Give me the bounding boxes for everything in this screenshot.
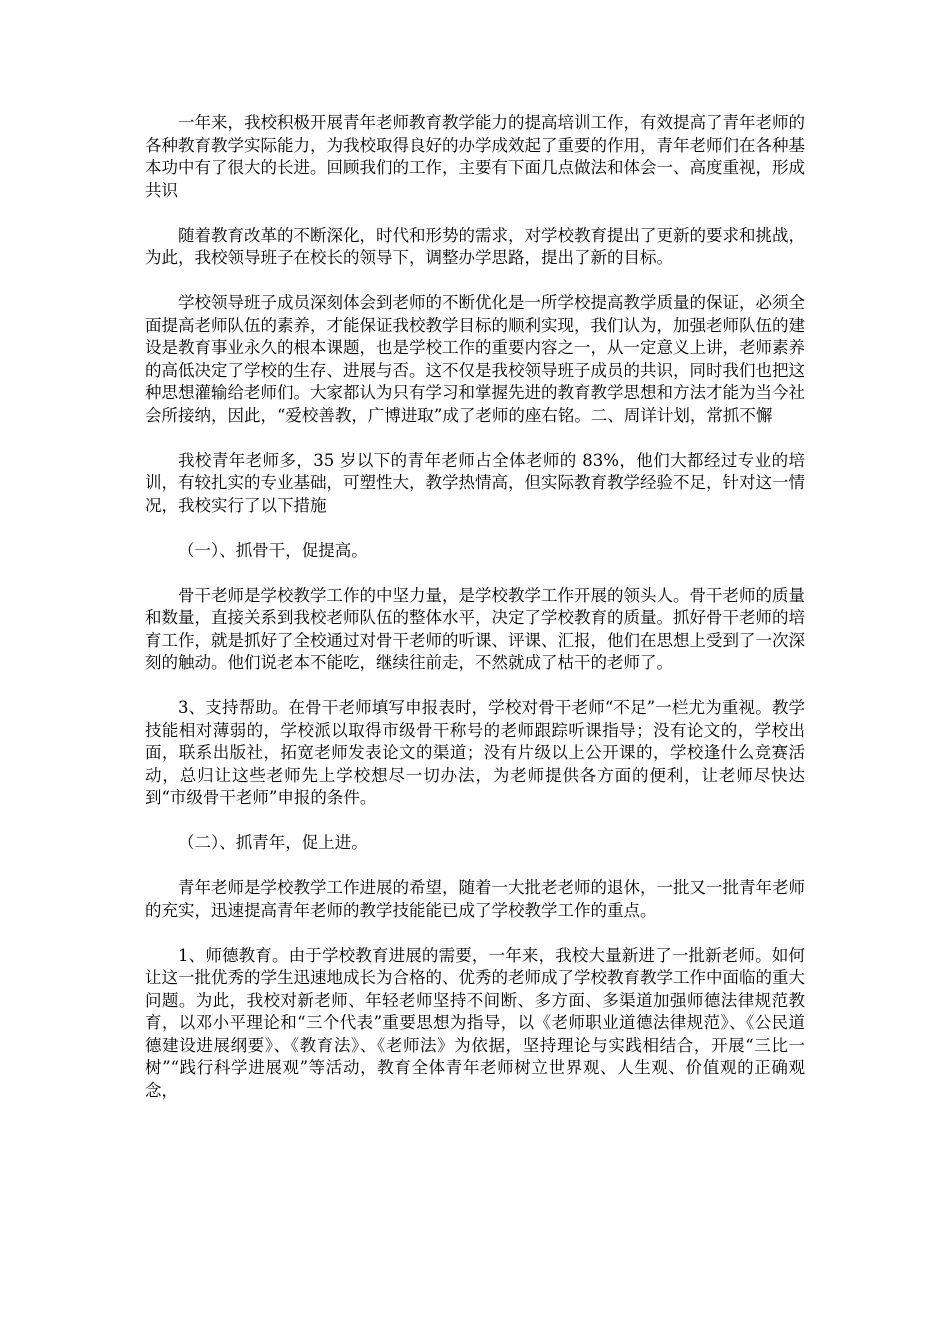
paragraph: 3、支持帮助。在骨干老师填写申报表时，学校对骨干老师“不足”一栏尤为重视。教学技能相对薄弱的，学校派以取得市级骨干称号的老师跟踪听课指导；没有论文的，学校出面，联系出版社，拓宽老师发表论文的渠道；没有片级以上公开课的，学校逢什么竞赛活动，总归让这些老师先上学校想尽一切办法，为老师提供各方面的便利，让老师尽快达到“市级骨干老师”申报的条件。 [145,698,805,807]
paragraph: 一年来，我校积极开展青年老师教育教学能力的提高培训工作，有效提高了青年老师的各种教育教学实际能力，为我校取得良好的办学成效起了重要的作用，青年老师们在各种基本功中有了很大的长进。回顾我们的工作，主要有下面几点做法和体会一、高度重视，形成共识 [145,113,805,200]
paragraph: 青年老师是学校教学工作进展的希望，随着一大批老老师的退休，一批又一批青年老师的充实，迅速提高青年老师的教学技能能已成了学校教学工作的重点。 [145,878,805,920]
paragraph: 随着教育改革的不断深化，时代和形势的需求，对学校教育提出了更新的要求和挑战，为此，我校领导班子在校长的领导下，调整办学思路，提出了新的目标。 [145,225,805,267]
section-heading: （一）、抓骨干，促提高。 [178,540,368,560]
paragraph: 骨干老师是学校教学工作的中坚力量，是学校教学工作开展的领头人。骨干老师的质量和数量，直接关系到我校老师队伍的整体水平，决定了学校教育的质量。抓好骨干老师的培育工作，就是抓好了全校通过对骨干老师的听课、评课、汇报，他们在思想上受到了一次深刻的触动。他们说老本不能吃，继续往前走，不然就成了枯干的老师了。 [145,585,805,672]
document-body [145,112,805,1125]
paragraph: 学校领导班子成员深刻体会到老师的不断优化是一所学校提高教学质量的保证，必须全面提高老师队伍的素养，才能保证我校教学目标的顺利实现，我们认为，加强老师队伍的建设是教育事业永久的根本课题，也是学校工作的重要内容之一，从一定意义上讲，老师素养的高低决定了学校的生存、进展与否。这不仅是我校领导班子成员的共识，同时我们也把这种思想灌输给老师们。大家都认为只有学习和掌握先进的教育教学思想和方法才能为当今社会所接纳，因此，“爱校善教，广博进取”成了老师的座右铭。二、周详计划，常抓不懈 [145,293,805,425]
paragraph: 我校青年老师多，35 岁以下的青年老师占全体老师的 83%，他们大都经过专业的培训，有较扎实的专业基础，可塑性大，教学热情高，但实际教育教学经验不足，针对这一情况，我校实行了以下措施 [145,450,805,515]
paragraph: 1、师德教育。由于学校教育进展的需要，一年来，我校大量新进了一批新老师。如何让这一批优秀的学生迅速地成长为合格的、优秀的老师成了学校教育教学工作中面临的重大问题。为此，我校对新老师、年轻老师坚持不间断、多方面、多渠道加强师德法律规范教育，以邓小平理论和“三个代表”重要思想为指导，以《老师职业道德法律规范》、《公民道德建设进展纲要》、《教育法》、《老师法》为依据，坚持理论与实践相结合，开展“三比一树”“践行科学进展观”等活动，教育全体青年老师树立世界观、人生观、价值观的正确观念， [145,945,805,1100]
section-heading: （二）、抓青年，促上进。 [178,833,368,852]
